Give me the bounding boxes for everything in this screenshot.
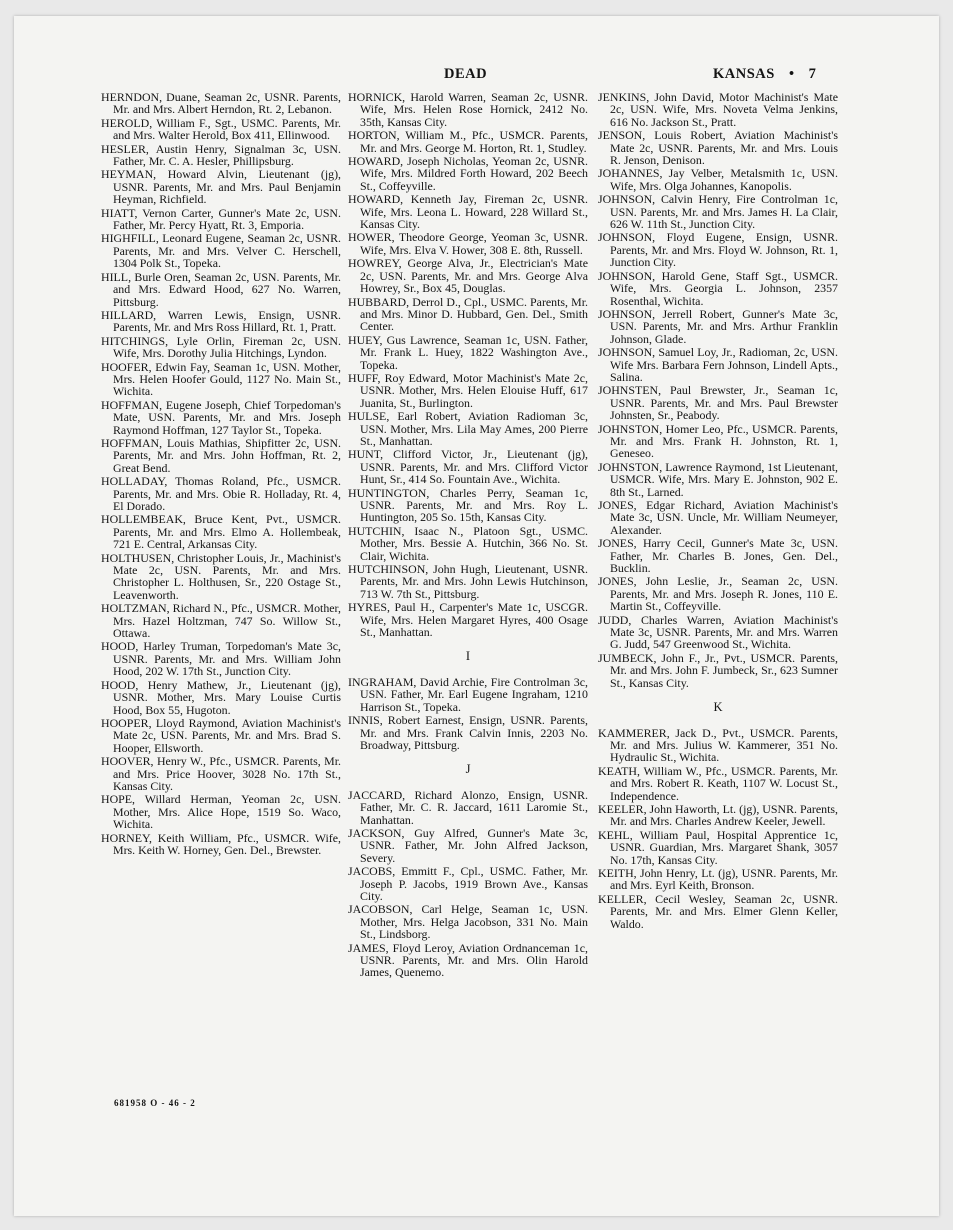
casualty-entry: JENKINS, John David, Motor Machinist's Mate 2c, USN. Wife, Mrs. Noveta Velma Jenkins, 616 No. Jackson St., Pratt. xyxy=(598,90,838,129)
casualty-entry: HUEY, Gus Lawrence, Seaman 1c, USN. Father, Mr. Frank L. Huey, 1822 Washington Ave., Topeka. xyxy=(348,332,588,372)
casualty-entry: KEELER, John Haworth, Lt. (jg), USNR. Parents, Mr. and Mrs. Charles Andrew Keeler, Jewell. xyxy=(598,801,838,829)
casualty-entry: HOFFMAN, Eugene Joseph, Chief Torpedoman's Mate, USN. Parents, Mr. and Mrs. Joseph Raymond Hoffman, 127 Taylor St., Topeka. xyxy=(101,397,341,437)
casualty-entry: JOHNSON, Calvin Henry, Fire Controlman 1c, USN. Parents, Mr. and Mrs. James H. La Clair, 626 W. 11th St., Junction City. xyxy=(598,192,838,232)
print-code: 681958 O - 46 - 2 xyxy=(114,1098,196,1108)
casualty-entry: KEATH, William W., Pfc., USMCR. Parents, Mr. and Mrs. Robert R. Keath, 1107 W. Locust St., Independence. xyxy=(598,763,838,803)
casualty-entry: HOWREY, George Alva, Jr., Electrician's Mate 2c, USN. Parents, Mr. and Mrs. George Alva Howrey, Sr., Box 45, Douglas. xyxy=(348,256,588,296)
casualty-entry: HOLTHUSEN, Christopher Louis, Jr., Machinist's Mate 2c, USN. Parents, Mr. and Mrs. Christopher L. Holthusen, Sr., 220 Ostage St., Leavenworth. xyxy=(101,550,341,602)
casualty-entry: JOHNSTON, Lawrence Raymond, 1st Lieutenant, USMCR. Wife, Mrs. Mary E. Johnston, 902 E. 8th St., Larned. xyxy=(598,459,838,499)
casualty-entry: JONES, Edgar Richard, Aviation Machinist's Mate 3c, USN. Uncle, Mr. William Neumeyer, Alexander. xyxy=(598,498,838,537)
casualty-entry: HOLLEMBEAK, Bruce Kent, Pvt., USMCR. Parents, Mr. and Mrs. Elmo A. Hollembeak, 721 E. Central, Arkansas City. xyxy=(101,512,341,552)
casualty-entry: KEITH, John Henry, Lt. (jg), USNR. Parents, Mr. and Mrs. Eyrl Keith, Bronson. xyxy=(598,865,838,893)
casualty-entry: JOHNSON, Jerrell Robert, Gunner's Mate 3c, USN. Parents, Mr. and Mrs. Arthur Franklin Johnson, Glade. xyxy=(598,306,838,346)
casualty-entry: JACOBSON, Carl Helge, Seaman 1c, USN. Mother, Mrs. Helga Jacobson, 331 No. Main St., Lindsborg. xyxy=(348,902,588,942)
page-number: 7 xyxy=(808,66,817,82)
casualty-entry: JOHNSTEN, Paul Brewster, Jr., Seaman 1c, USNR. Parents, Mr. and Mrs. Paul Brewster Johnsten, Sr., Peabody. xyxy=(598,383,838,423)
casualty-entry: JAMES, Floyd Leroy, Aviation Ordnanceman 1c, USNR. Parents, Mr. and Mrs. Olin Harold James, Quenemo. xyxy=(348,940,588,980)
casualty-entry: JUDD, Charles Warren, Aviation Machinist's Mate 3c, USNR. Parents, Mr. and Mrs. Warren G. Judd, 547 Greenwood St., Wichita. xyxy=(598,612,838,652)
section-letter: K xyxy=(713,700,723,715)
casualty-entry: HITCHINGS, Lyle Orlin, Fireman 2c, USN. Wife, Mrs. Dorothy Julia Hitchings, Lyndon. xyxy=(101,333,341,361)
casualty-entry: HYRES, Paul H., Carpenter's Mate 1c, USCGR. Wife, Mrs. Helen Margaret Hyres, 400 Osage St., Manhattan. xyxy=(348,600,588,640)
casualty-entry: HOOVER, Henry W., Pfc., USMCR. Parents, Mr. and Mrs. Price Hoover, 3028 No. 17th St., Kansas City. xyxy=(101,754,341,793)
casualty-entry: JUMBECK, John F., Jr., Pvt., USMCR. Parents, Mr. and Mrs. John F. Jumbeck, Sr., 623 Sumner St., Kansas City. xyxy=(598,650,838,690)
casualty-entry: HILLARD, Warren Lewis, Ensign, USNR. Parents, Mr. and Mrs Ross Hillard, Rt. 1, Pratt. xyxy=(101,307,341,335)
casualty-entry: KAMMERER, Jack D., Pvt., USMCR. Parents, Mr. and Mrs. Julius W. Kammerer, 351 No. Hydraulic St., Wichita. xyxy=(598,725,838,765)
casualty-entry: KELLER, Cecil Wesley, Seaman 2c, USNR. Parents, Mr. and Mrs. Elmer Glenn Keller, Waldo. xyxy=(598,891,838,931)
casualty-entry: HOWER, Theodore George, Yeoman 3c, USNR. Wife, Mrs. Elva V. Hower, 308 E. 8th, Russell. xyxy=(348,230,588,257)
casualty-entry: HEROLD, William F., Sgt., USMC. Parents, Mr. and Mrs. Walter Herold, Box 411, Ellinwood. xyxy=(101,115,341,143)
casualty-entry: INGRAHAM, David Archie, Fire Controlman 3c, USN. Father, Mr. Earl Eugene Ingraham, 1210 Harrison St., Topeka. xyxy=(348,674,588,714)
casualty-entry: HERNDON, Duane, Seaman 2c, USNR. Parents, Mr. and Mrs. Albert Herndon, Rt. 2, Lebanon. xyxy=(101,90,341,117)
casualty-entry: HOOD, Henry Mathew, Jr., Lieutenant (jg), USNR. Mother, Mrs. Mary Louise Curtis Hood, Box 55, Hugoton. xyxy=(101,677,341,717)
column-3 xyxy=(598,91,838,931)
casualty-entry: JONES, John Leslie, Jr., Seaman 2c, USN. Parents, Mr. and Mrs. Joseph R. Jones, 110 E. Martin St., Coffeyville. xyxy=(598,574,838,614)
casualty-entry: JOHNSON, Floyd Eugene, Ensign, USNR. Parents, Mr. and Mrs. Floyd W. Johnson, Rt. 1, Junction City. xyxy=(598,230,838,270)
casualty-entry: HILL, Burle Oren, Seaman 2c, USN. Parents, Mr. and Mrs. Edward Hood, 627 No. Warren, Pittsburg. xyxy=(101,269,341,309)
casualty-entry: HOWARD, Kenneth Jay, Fireman 2c, USNR. Wife, Mrs. Leona L. Howard, 228 Willard St., Kansas City. xyxy=(348,192,588,232)
casualty-entry: HOLLADAY, Thomas Roland, Pfc., USMCR. Parents, Mr. and Mrs. Obie R. Holladay, Rt. 4, El Dorado. xyxy=(101,474,341,513)
casualty-entry: HOPE, Willard Herman, Yeoman 2c, USN. Mother, Mrs. Alice Hope, 1519 So. Waco, Wichita. xyxy=(101,792,341,832)
casualty-entry: HUBBARD, Derrol D., Cpl., USMC. Parents, Mr. and Mrs. Minor D. Hubbard, Gen. Del., Smith Center. xyxy=(348,294,588,334)
casualty-entry: HUTCHIN, Isaac N., Platoon Sgt., USMC. Mother, Mrs. Bessie A. Hutchin, 366 No. St. Clair, Wichita. xyxy=(348,523,588,563)
casualty-entry: JOHANNES, Jay Velber, Metalsmith 1c, USN. Wife, Mrs. Olga Johannes, Kanopolis. xyxy=(598,166,838,193)
casualty-entry: HIGHFILL, Leonard Eugene, Seaman 2c, USNR. Parents, Mr. and Mrs. Velver C. Herschell, 1304 Polk St., Topeka. xyxy=(101,231,341,271)
casualty-entry: HESLER, Austin Henry, Signalman 3c, USN. Father, Mr. C. A. Hesler, Phillipsburg. xyxy=(101,141,341,169)
casualty-entry: HEYMAN, Howard Alvin, Lieutenant (jg), USNR. Parents, Mr. and Mrs. Paul Benjamin Heyman, Richfield. xyxy=(101,167,341,207)
casualty-entry: HUTCHINSON, John Hugh, Lieutenant, USNR. Parents, Mr. and Mrs. John Lewis Hutchinson, 713 W. 7th St., Pittsburg. xyxy=(348,562,588,601)
casualty-entry: JACCARD, Richard Alonzo, Ensign, USNR. Father, Mr. C. R. Jaccard, 1611 Laromie St., Manhattan. xyxy=(348,787,588,827)
casualty-entry: HULSE, Earl Robert, Aviation Radioman 3c, USN. Mother, Mrs. Lila May Ames, 200 Pierre St., Manhattan. xyxy=(348,409,588,448)
casualty-entry: HIATT, Vernon Carter, Gunner's Mate 2c, USN. Father, Mr. Percy Hyatt, Rt. 3, Emporia. xyxy=(101,205,341,233)
casualty-entry: JENSON, Louis Robert, Aviation Machinist's Mate 2c, USNR. Parents, Mr. and Mrs. Louis R. Jenson, Denison. xyxy=(598,128,838,168)
casualty-entry: JONES, Harry Cecil, Gunner's Mate 3c, USN. Father, Mr. Charles B. Jones, Gen. Del., Bucklin. xyxy=(598,536,838,576)
casualty-entry: JACKSON, Guy Alfred, Gunner's Mate 3c, USNR. Father, Mr. John Alfred Jackson, Severy. xyxy=(348,825,588,865)
section-title: DEAD xyxy=(444,66,488,82)
casualty-entry: HORTON, William M., Pfc., USMCR. Parents, Mr. and Mrs. George M. Horton, Rt. 1, Studley. xyxy=(348,128,588,155)
casualty-entry: JOHNSTON, Homer Leo, Pfc., USMCR. Parents, Mr. and Mrs. Frank H. Johnston, Rt. 1, Geneseo. xyxy=(598,421,838,461)
casualty-entry: JOHNSON, Samuel Loy, Jr., Radioman, 2c, USN. Wife Mrs. Barbara Fern Johnson, Lindell Apts., Salina. xyxy=(598,345,838,384)
casualty-entry: INNIS, Robert Earnest, Ensign, USNR. Parents, Mr. and Mrs. Frank Calvin Innis, 2203 No. Broadway, Pittsburg. xyxy=(348,713,588,752)
bullet-separator: • xyxy=(788,66,795,82)
column-1 xyxy=(101,91,341,857)
casualty-entry: HUNTINGTON, Charles Perry, Seaman 1c, USNR. Parents, Mr. and Mrs. Roy L. Huntington, 205 So. 15th, Kansas City. xyxy=(348,485,588,525)
casualty-entry: HOOPER, Lloyd Raymond, Aviation Machinist's Mate 2c, USN. Parents, Mr. and Mrs. Brad S. Hooper, Ellsworth. xyxy=(101,715,341,755)
casualty-entry: JOHNSON, Harold Gene, Staff Sgt., USMCR. Wife, Mrs. Georgia L. Johnson, 2357 Rosenthal, Wichita. xyxy=(598,268,838,308)
running-head xyxy=(713,66,816,83)
casualty-entry: HUFF, Roy Edward, Motor Machinist's Mate 2c, USNR. Mother, Mrs. Helen Elouise Huff, 617 Juanita, St., Burlington. xyxy=(348,370,588,410)
casualty-entry: JACOBS, Emmitt F., Cpl., USMC. Father, Mr. Joseph P. Jacobs, 1919 Brown Ave., Kansas City. xyxy=(348,864,588,903)
section-letter: J xyxy=(465,762,471,777)
casualty-entry: HORNICK, Harold Warren, Seaman 2c, USNR. Wife, Mrs. Helen Rose Hornick, 2412 No. 35th, Kansas City. xyxy=(348,90,588,129)
column-2 xyxy=(348,91,588,980)
casualty-entry: HUNT, Clifford Victor, Jr., Lieutenant (jg), USNR. Parents, Mr. and Mrs. Clifford Victor Hunt, Sr., 414 So. Fountain Ave., Wichita. xyxy=(348,447,588,487)
casualty-entry: HOWARD, Joseph Nicholas, Yeoman 2c, USNR. Wife, Mrs. Mildred Forth Howard, 202 Beech St., Coffeyville. xyxy=(348,154,588,193)
casualty-entry: HOLTZMAN, Richard N., Pfc., USMCR. Mother, Mrs. Hazel Holtzman, 747 So. Willow St., Ottawa. xyxy=(101,601,341,641)
section-letter: I xyxy=(465,649,471,664)
casualty-entry: KEHL, William Paul, Hospital Apprentice 1c, USNR. Guardian, Mrs. Margaret Shank, 3057 No. 17th, Kansas City. xyxy=(598,827,838,867)
casualty-entry: HORNEY, Keith William, Pfc., USMCR. Wife, Mrs. Keith W. Horney, Gen. Del., Brewster. xyxy=(101,830,341,857)
casualty-entry: HOOFER, Edwin Fay, Seaman 1c, USN. Mother, Mrs. Helen Hoofer Gould, 1127 No. Main St., Wichita. xyxy=(101,359,341,399)
casualty-entry: HOFFMAN, Louis Mathias, Shipfitter 2c, USN. Parents, Mr. and Mrs. John Hoffman, Rt. 2, Great Bend. xyxy=(101,435,341,475)
casualty-entry: HOOD, Harley Truman, Torpedoman's Mate 3c, USNR. Parents, Mr. and Mrs. William John Hood, 202 W. 17th St., Junction City. xyxy=(101,639,341,679)
state-name: KANSAS xyxy=(713,66,775,82)
